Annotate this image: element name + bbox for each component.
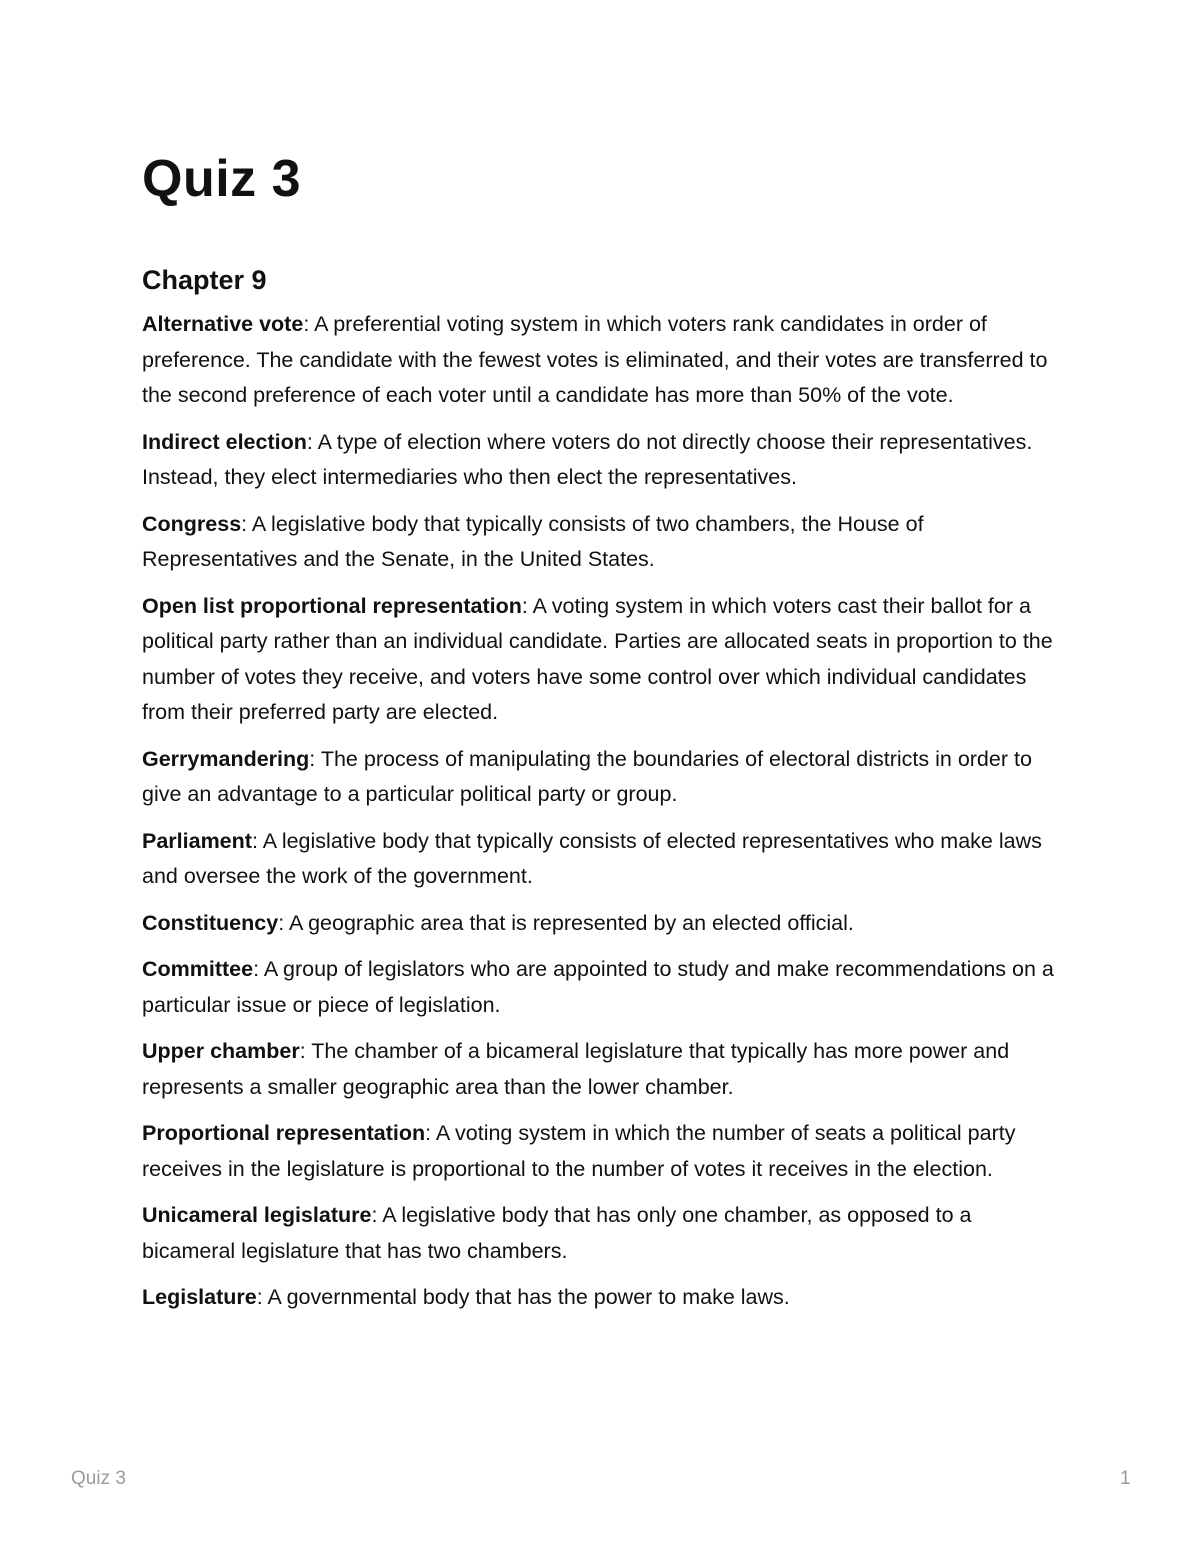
glossary-term: Indirect election	[142, 429, 307, 454]
glossary-entry	[142, 1198, 1062, 1269]
page-content	[142, 148, 1062, 1327]
glossary-entry	[142, 824, 1062, 895]
glossary-definition: : A legislative body that has only one chamber, as opposed to a bicameral legislature that has two chambers.	[142, 1203, 972, 1263]
glossary-term: Proportional representation	[142, 1121, 426, 1145]
footer-page-number: 1	[1120, 1468, 1131, 1489]
glossary-definition: : A geographic area that is represented by an elected official.	[278, 910, 854, 935]
glossary-entry	[142, 1034, 1062, 1105]
glossary-term: Parliament	[142, 828, 252, 853]
glossary-definition: : A group of legislators who are appointed to study and make recommendations on a particular issue or piece of legislation.	[142, 957, 1054, 1017]
glossary-definition: : A voting system in which voters cast their ballot for a political party rather than an individual candidate. Parties are allocated seats in proportion to the number of votes they receive, and voters have some control over which individual candidates from their preferred party are elected.	[142, 593, 1053, 724]
glossary-list	[142, 307, 1062, 1316]
glossary-definition: : A preferential voting system in which voters rank candidates in order of preference. The candidate with the fewest votes is eliminated, and their votes are transferred to the second preference of each voter until a candidate has more than 50% of the vote.	[142, 312, 1048, 407]
glossary-entry	[142, 425, 1062, 496]
glossary-definition: : A type of election where voters do not directly choose their representatives. Instead, they elect intermediaries who then elect the representatives.	[142, 429, 1033, 489]
glossary-definition: : A legislative body that typically consists of two chambers, the House of Representatives and the Senate, in the United States.	[142, 511, 924, 571]
glossary-entry	[142, 952, 1062, 1023]
glossary-term: Committee	[142, 957, 254, 981]
glossary-term: Constituency	[142, 910, 279, 935]
footer-document-title: Quiz 3	[71, 1468, 126, 1489]
glossary-definition: : The chamber of a bicameral legislature that typically has more power and represents a smaller geographic area than the lower chamber.	[142, 1039, 1010, 1099]
chapter-heading: Chapter 9	[142, 265, 267, 295]
glossary-term: Gerrymandering	[142, 746, 310, 771]
glossary-definition: : A governmental body that has the power to make laws.	[256, 1285, 790, 1309]
glossary-term: Legislature	[142, 1285, 257, 1309]
glossary-entry	[142, 906, 1062, 942]
glossary-definition: : The process of manipulating the boundaries of electoral districts in order to give an advantage to a particular political party or group.	[142, 746, 1032, 806]
glossary-entry	[142, 589, 1062, 731]
glossary-definition: : A legislative body that typically consists of elected representatives who make laws and oversee the work of the government.	[142, 828, 1042, 888]
glossary-entry	[142, 742, 1062, 813]
document-title: Quiz 3	[142, 150, 302, 208]
glossary-entry	[142, 1116, 1062, 1187]
glossary-term: Congress	[142, 511, 242, 536]
glossary-term: Alternative vote	[142, 312, 304, 336]
glossary-entry	[142, 307, 1062, 414]
glossary-term: Unicameral legislature	[142, 1203, 372, 1227]
glossary-entry	[142, 1280, 1062, 1316]
glossary-entry	[142, 507, 1062, 578]
glossary-term: Open list proportional representation	[142, 593, 522, 618]
glossary-definition: : A voting system in which the number of seats a political party receives in the legislature is proportional to the number of votes it receives in the election.	[142, 1121, 1016, 1181]
glossary-term: Upper chamber	[142, 1039, 300, 1063]
